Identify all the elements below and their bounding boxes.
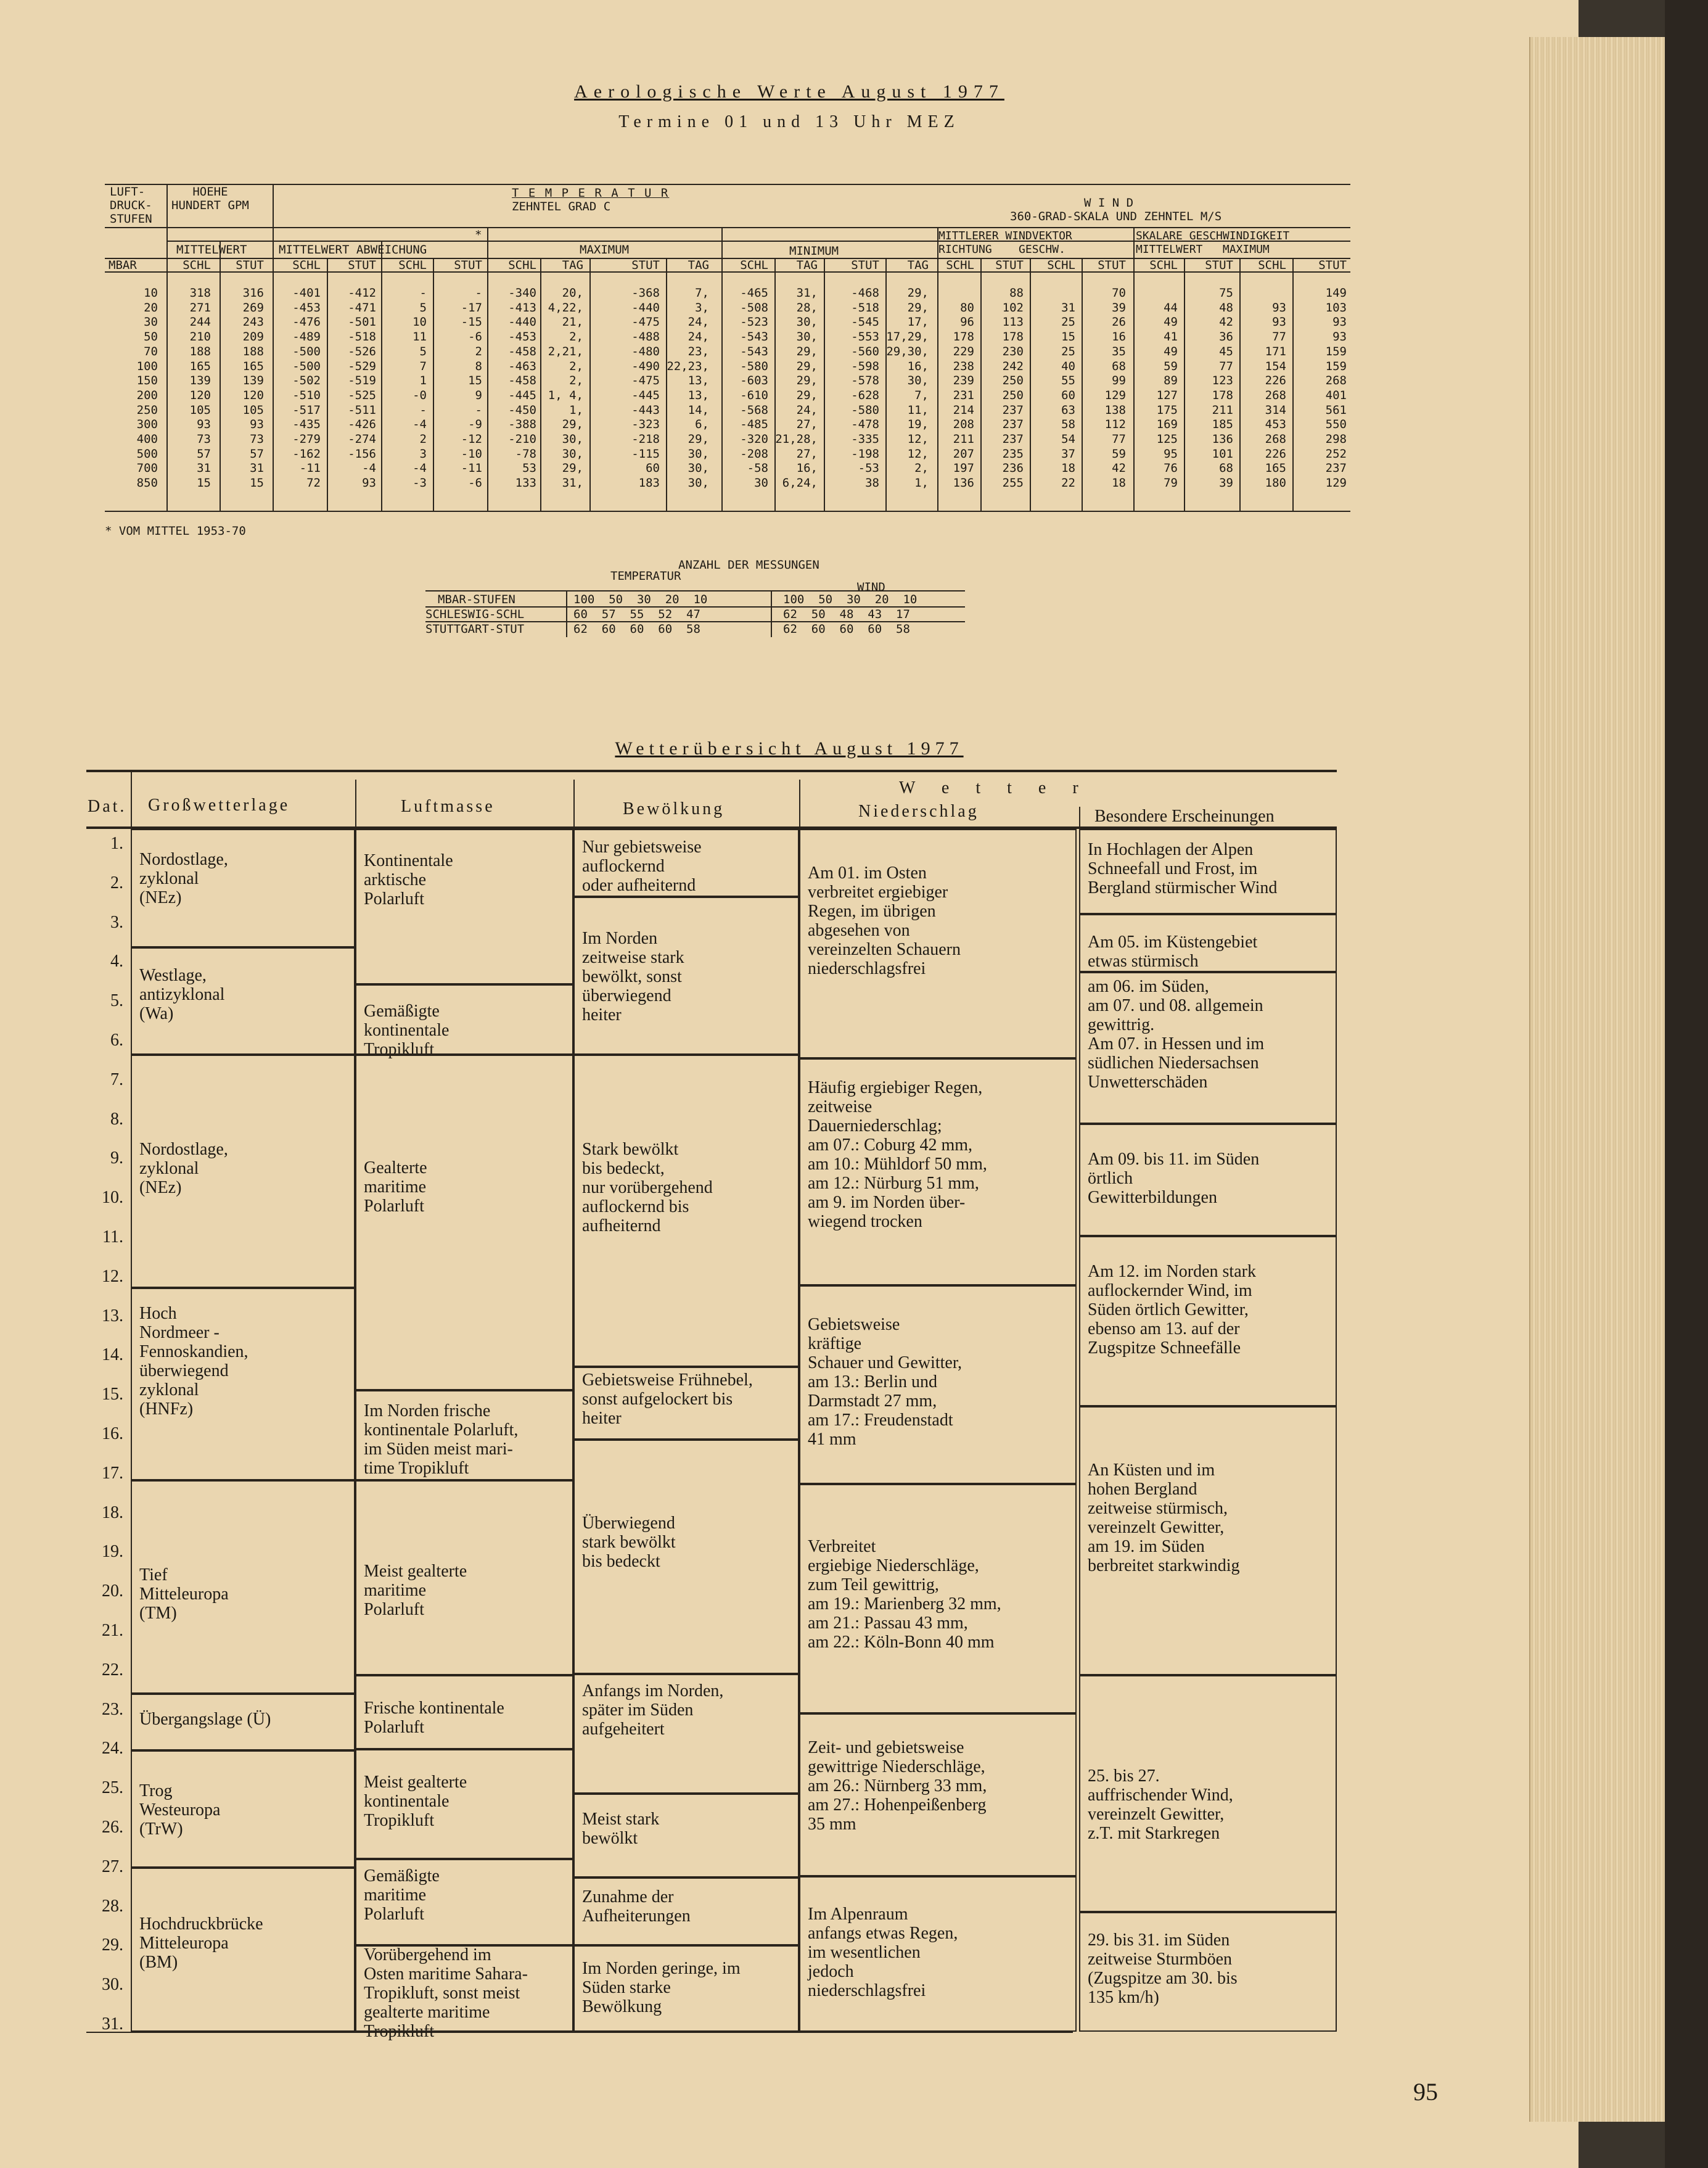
nieder-cell: Am 01. im Osten verbreitet ergiebiger Regen, im übrigen abgesehen von vereinzelten Schauern niederschlagsfrei <box>808 863 961 978</box>
cell-border <box>1079 1124 1337 1236</box>
day-number: 9. <box>110 1148 123 1168</box>
aero-subheader-cell: STUT <box>851 258 879 272</box>
day-number: 30. <box>102 1975 123 1995</box>
day-number: 10. <box>102 1188 123 1208</box>
day-number: 11. <box>102 1227 123 1247</box>
day-number: 19. <box>102 1542 123 1562</box>
bew-cell: Im Norden geringe, im Süden starke Bewölkung <box>582 1959 741 2016</box>
aero-subheader-cell: SCHL <box>292 258 321 272</box>
besondere-cell: Am 12. im Norden stark auflockernder Wind, im Süden örtlich Gewitter, ebenso am 13. auf der Zugspitze Schneefälle <box>1088 1262 1256 1358</box>
counts-levels-temp: 100 50 30 20 10 <box>573 593 708 606</box>
day-number: 23. <box>102 1699 123 1719</box>
aero-data-column: -401 -453 -476 -489 -500 -500 -502 -510 -517 -435 -279 -162 -11 72 <box>292 286 321 490</box>
counts-stufen: MBAR-STUFEN <box>438 593 515 606</box>
gross-cell: Tief Mitteleuropa (TM) <box>139 1565 229 1623</box>
aero-data-column: 93 93 77 171 154 226 268 314 453 268 226 165 180 <box>1265 300 1286 490</box>
aero-subheader-cell: STUT <box>995 258 1024 272</box>
head-wind: W I N D <box>1084 196 1134 210</box>
aero-data-column: 149 103 93 93 159 159 268 401 561 550 298 252 237 129 <box>1325 286 1347 490</box>
bew-cell: Im Norden zeitweise stark bewölkt, sonst überwiegend heiter <box>582 929 684 1024</box>
luft-cell: Vorübergehend im Osten maritime Sahara- Tropikluft, sonst meist gealterte maritime Tropikluft <box>364 1945 528 2041</box>
day-number: 27. <box>102 1857 123 1876</box>
luft-cell: Meist gealterte kontinentale Tropikluft <box>364 1773 467 1830</box>
aero-subheader-cell: SCHL <box>1047 258 1075 272</box>
head-mittelwert-abweichung: MITTELWERT ABWEICHUNG <box>279 243 427 257</box>
day-number: 6. <box>110 1031 123 1050</box>
header-grosswetterlage: Großwetterlage <box>148 796 290 815</box>
cell-border <box>355 1055 573 1390</box>
day-number: 26. <box>102 1818 123 1837</box>
aero-data-column: - -17 -15 -6 2 8 15 9 - -9 -12 -10 -11 -6 <box>461 286 482 490</box>
head-temperatur: T E M P E R A T U R <box>512 186 670 200</box>
cell-border <box>799 1058 1077 1285</box>
day-number: 28. <box>102 1896 123 1916</box>
aero-data-column: -368 -440 -475 -488 -480 -490 -475 -445 -443 -323 -218 -115 60 183 <box>631 286 660 490</box>
head-wind-sub: 360-GRAD-SKALA UND ZEHNTEL M/S <box>1010 210 1222 223</box>
counts-wind: WIND <box>857 580 885 594</box>
counts-row-temp: 60 57 55 52 47 <box>573 608 700 621</box>
cell-border <box>131 1055 355 1288</box>
aero-subheader-cell: STUT <box>1205 258 1233 272</box>
gross-cell: Westlage, antizyklonal (Wa) <box>139 966 225 1023</box>
cell-border <box>355 1675 573 1749</box>
cell-border <box>355 1480 573 1675</box>
cell-border <box>131 1694 355 1750</box>
luft-cell: Frische kontinentale Polarluft <box>364 1699 504 1737</box>
counts-row-temp: 62 60 60 60 58 <box>573 622 700 636</box>
aero-data-column: 44 49 41 49 59 89 127 175 169 125 95 76 79 <box>1156 300 1178 490</box>
day-number: 22. <box>102 1660 123 1680</box>
aero-data-column: -465 -508 -523 -543 -543 -580 -603 -610 -568 -485 -320 -208 -58 30 <box>740 286 768 490</box>
gross-cell: Nordostlage, zyklonal (NEz) <box>139 1140 228 1197</box>
cell-border <box>1079 914 1337 972</box>
page-stack-edge <box>1529 37 1666 2122</box>
cell-border <box>131 1288 355 1480</box>
cell-border <box>355 1749 573 1859</box>
page-number: 95 <box>1413 2078 1438 2106</box>
besondere-cell: An Küsten und im hohen Bergland zeitweise stürmisch, vereinzelt Gewitter, am 19. im Süden berbreitet starkwindig <box>1088 1461 1240 1575</box>
counts-title: ANZAHL DER MESSUNGEN <box>678 558 819 572</box>
cell-border <box>1079 1406 1337 1675</box>
aero-subheader-cell: STUT <box>454 258 482 272</box>
nieder-cell: Zeit- und gebietsweise gewittrige Niederschläge, am 26.: Nürnberg 33 mm, am 27.: Hohenpeißenberg 35 mm <box>808 1738 987 1834</box>
besondere-cell: In Hochlagen der Alpen Schneefall und Frost, im Bergland stürmischer Wind <box>1088 840 1278 897</box>
aero-data-column: 31 25 15 25 40 55 60 63 58 54 37 18 22 <box>1061 300 1075 490</box>
aero-data-column: 70 39 26 16 35 68 99 129 138 112 77 59 42 18 <box>1104 286 1126 490</box>
cell-border <box>573 1877 799 1945</box>
cell-border <box>573 829 799 897</box>
gross-cell: Nordostlage, zyklonal (NEz) <box>139 850 228 907</box>
cell-border <box>573 1367 799 1440</box>
aero-data-column: 80 96 178 229 238 239 231 214 208 211 207 197 136 <box>953 300 974 490</box>
cell-border <box>799 1484 1077 1713</box>
day-number: 14. <box>102 1345 123 1365</box>
head-luftdruck: LUFT- DRUCK- STUFEN <box>110 185 152 226</box>
cell-border <box>131 1480 355 1694</box>
day-number: 29. <box>102 1935 123 1955</box>
counts-row-wind: 62 50 48 43 17 <box>783 608 910 621</box>
cell-border <box>1079 1236 1337 1406</box>
cell-border <box>573 1055 799 1367</box>
aero-data-column: -468 -518 -545 -553 -560 -598 -578 -628 -580 -478 -335 -198 -53 38 <box>851 286 879 490</box>
aero-subheader-cell: SCHL <box>398 258 427 272</box>
aero-subheader-cell: STUT <box>1318 258 1347 272</box>
cell-border <box>799 829 1077 1058</box>
nieder-cell: Häufig ergiebiger Regen, zeitweise Dauerniederschlag; am 07.: Coburg 42 mm, am 10.: Mühldorf 50 mm, am 12.: Nürburg 51 mm, am 9. im Norden über- wiegend trocken <box>808 1078 987 1231</box>
head-mittelwert: MITTELWERT <box>176 243 247 257</box>
aero-data-column: 29, 29, 17, 17,29, 29,30, 16, 30, 7, 11, 19, 12, 12, 2, 1, <box>886 286 929 490</box>
cell-border <box>573 897 799 1055</box>
book-spine <box>1665 0 1708 2168</box>
cell-border <box>131 829 355 947</box>
luft-cell: Meist gealterte maritime Polarluft <box>364 1562 467 1619</box>
gross-cell: Hoch Nordmeer - Fennoskandien, überwiegend zyklonal (HNFz) <box>139 1304 248 1419</box>
cell-border <box>1079 972 1337 1124</box>
gross-cell: Übergangslage (Ü) <box>139 1710 271 1729</box>
aero-subheader-cell: SCHL <box>740 258 768 272</box>
day-number: 31. <box>102 2014 123 2034</box>
aero-subheader-cell: STUT <box>1098 258 1126 272</box>
weather-table <box>86 770 1337 2041</box>
cell-border <box>573 1945 799 2032</box>
gross-cell: Trog Westeuropa (TrW) <box>139 1781 221 1839</box>
cell-border <box>573 1440 799 1674</box>
luft-cell: Gemäßigte kontinentale Tropikluft <box>364 1002 450 1059</box>
aero-subheader-cell: STUT <box>348 258 376 272</box>
luft-cell: Gemäßigte maritime Polarluft <box>364 1866 440 1924</box>
besondere-cell: 25. bis 27. auffrischender Wind, vereinzelt Gewitter, z.T. mit Starkregen <box>1088 1766 1233 1843</box>
wx-title: Wetterübersicht August 1977 <box>615 738 964 759</box>
day-number: 3. <box>110 912 123 932</box>
head-hoehe: HOEHE HUNDERT GPM <box>171 185 249 212</box>
aero-subheader-cell: STUT <box>631 258 660 272</box>
day-number: 4. <box>110 952 123 971</box>
aero-subheader-cell: TAG <box>688 258 709 272</box>
aero-subheader-cell: SCHL <box>1258 258 1286 272</box>
besondere-cell: 29. bis 31. im Süden zeitweise Sturmböen (Zugspitze am 30. bis 135 km/h) <box>1088 1931 1238 2007</box>
cell-border <box>573 1794 799 1877</box>
besondere-cell: am 06. im Süden, am 07. und 08. allgemein gewittrig. Am 07. in Hessen und im südlichen Niedersachsen Unwetterschäden <box>1088 977 1265 1092</box>
besondere-cell: Am 05. im Küstengebiet etwas stürmisch <box>1088 933 1258 971</box>
aero-data-column: 75 48 42 36 45 77 123 178 211 185 136 101 68 39 <box>1212 286 1233 490</box>
counts-temperatur: TEMPERATUR <box>610 569 681 583</box>
aero-data-column: 88 102 113 178 230 242 250 250 237 237 237 235 236 255 <box>1002 286 1024 490</box>
day-number: 15. <box>102 1385 123 1404</box>
besondere-cell: Am 09. bis 11. im Süden örtlich Gewitterbildungen <box>1088 1150 1260 1207</box>
day-number: 20. <box>102 1581 123 1601</box>
cell-border <box>799 1876 1077 2032</box>
aerological-table <box>105 184 1350 513</box>
bew-cell: Stark bewölkt bis bedeckt, nur vorübergehend auflockernd bis aufheiternd <box>582 1140 713 1235</box>
day-number: 24. <box>102 1739 123 1758</box>
counts-row-wind: 62 60 60 60 58 <box>783 622 910 636</box>
aero-subtitle: Termine 01 und 13 Uhr MEZ <box>618 112 960 131</box>
aero-data-column: 20, 4,22, 21, 2, 2,21, 2, 2, 1, 4, 1, 29, 30, 30, 29, 31, <box>548 286 583 490</box>
cell-border <box>355 1390 573 1480</box>
day-number: 25. <box>102 1778 123 1798</box>
day-number: 13. <box>102 1306 123 1325</box>
counts-levels-wind: 100 50 30 20 10 <box>783 593 918 606</box>
cell-border <box>355 1945 573 2032</box>
head-windvektor: MITTLERER WINDVEKTOR RICHTUNG GESCHW. <box>938 229 1072 256</box>
counts-row-label: STUTTGART-STUT <box>425 622 525 636</box>
cell-border <box>131 947 355 1055</box>
bew-cell: Meist stark bewölkt <box>582 1810 660 1848</box>
cell-border <box>355 1859 573 1945</box>
nieder-cell: Verbreitet ergiebige Niederschläge, zum Teil gewittrig, am 19.: Marienberg 32 mm, am 21.: Passau 43 mm, am 22.: Köln-Bonn 40 mm <box>808 1537 1001 1652</box>
cell-border <box>799 1285 1077 1484</box>
day-number: 8. <box>110 1109 123 1129</box>
cell-border <box>131 1750 355 1868</box>
head-star: * <box>475 228 482 242</box>
head-maximum: MAXIMUM <box>580 243 630 257</box>
aero-data-column: 10 20 30 50 70 100 150 200 250 300 400 500 700 850 <box>136 286 158 490</box>
aero-data-column: 7, 3, 24, 24, 23, 22,23, 13, 13, 14, 6, 29, 30, 30, 30, <box>667 286 709 490</box>
bew-cell: Zunahme der Aufheiterungen <box>582 1887 691 1926</box>
aero-subheader-cell: TAG <box>796 258 818 272</box>
head-mbar: MBAR <box>109 258 137 272</box>
aero-subheader-cell: SCHL <box>1149 258 1178 272</box>
cell-border <box>1079 829 1337 914</box>
bew-cell: Überwiegend stark bewölkt bis bedeckt <box>582 1514 676 1571</box>
nieder-cell: Gebietsweise kräftige Schauer und Gewitter, am 13.: Berlin und Darmstadt 27 mm, am 17.: Freudenstadt 41 mm <box>808 1315 963 1449</box>
counts-table <box>425 558 968 638</box>
header-wetter: W e t t e r <box>899 778 1090 798</box>
cell-border <box>131 1868 355 2032</box>
header-luftmasse: Luftmasse <box>401 797 495 816</box>
gross-cell: Hochdruckbrücke Mitteleuropa (BM) <box>139 1915 263 1972</box>
aero-subheader-cell: SCHL <box>508 258 536 272</box>
aero-data-column: 316 269 243 209 188 165 139 120 105 93 73 57 31 15 <box>242 286 264 490</box>
aero-subheader-cell: TAG <box>907 258 929 272</box>
head-skalar: SKALARE GESCHWINDIGKEIT MITTELWERT MAXIMUM <box>1136 229 1290 256</box>
day-number: 2. <box>110 873 123 892</box>
nieder-cell: Im Alpenraum anfangs etwas Regen, im wesentlichen jedoch niederschlagsfrei <box>808 1905 958 2000</box>
cell-border <box>355 984 573 1055</box>
cell-border <box>573 1674 799 1794</box>
bew-cell: Nur gebietsweise auflockernd oder aufheiternd <box>582 838 702 895</box>
day-number: 12. <box>102 1266 123 1286</box>
aero-footnote: * VOM MITTEL 1953-70 <box>105 524 246 538</box>
day-number: 18. <box>102 1502 123 1522</box>
day-number: 7. <box>110 1070 123 1089</box>
aero-data-column: - 5 10 11 5 7 1 -0 - -4 2 3 -4 -3 <box>413 286 427 490</box>
bew-cell: Gebietsweise Frühnebel, sonst aufgelockert bis heiter <box>582 1370 753 1428</box>
head-zehntel: ZEHNTEL GRAD C <box>512 200 611 213</box>
day-number: 1. <box>110 834 123 853</box>
luft-cell: Im Norden frische kontinentale Polarluft, im Süden meist mari- time Tropikluft <box>364 1401 519 1478</box>
aero-data-column: 318 271 244 210 188 165 139 120 105 93 73 57 31 15 <box>189 286 211 490</box>
day-number: 5. <box>110 991 123 1011</box>
day-number: 17. <box>102 1463 123 1483</box>
luft-cell: Gealterte maritime Polarluft <box>364 1158 427 1216</box>
bew-cell: Anfangs im Norden, später im Süden aufgeheitert <box>582 1681 724 1739</box>
head-minimum: MINIMUM <box>789 244 839 258</box>
aero-title: Aerologische Werte August 1977 <box>574 81 1004 102</box>
cell-border <box>1079 1675 1337 1912</box>
aero-subheader-cell: SCHL <box>183 258 211 272</box>
aero-subheader-cell: SCHL <box>946 258 974 272</box>
aero-data-column: 31, 28, 30, 30, 29, 29, 29, 29, 24, 27, 21,28, 27, 16, 6,24, <box>775 286 818 490</box>
aero-data-column: -412 -471 -501 -518 -526 -529 -519 -525 -511 -426 -274 -156 -4 93 <box>348 286 376 490</box>
header-dat: Dat. <box>88 797 127 816</box>
luft-cell: Kontinentale arktische Polarluft <box>364 851 453 909</box>
aero-subheader-cell: STUT <box>236 258 264 272</box>
counts-row-label: SCHLESWIG-SCHL <box>425 608 525 621</box>
header-bewoelkung: Bewölkung <box>623 799 725 818</box>
day-number: 16. <box>102 1424 123 1443</box>
cell-border <box>1079 1912 1337 2032</box>
header-besondere: Besondere Erscheinungen <box>1094 807 1275 826</box>
cell-border <box>799 1713 1077 1876</box>
aero-subheader-cell: TAG <box>562 258 583 272</box>
day-number: 21. <box>102 1621 123 1640</box>
aero-data-column: -340 -413 -440 -453 -458 -463 -458 -445 -450 -388 -210 -78 53 133 <box>508 286 536 490</box>
header-niederschlag: Niederschlag <box>858 802 979 821</box>
cell-border <box>355 829 573 984</box>
